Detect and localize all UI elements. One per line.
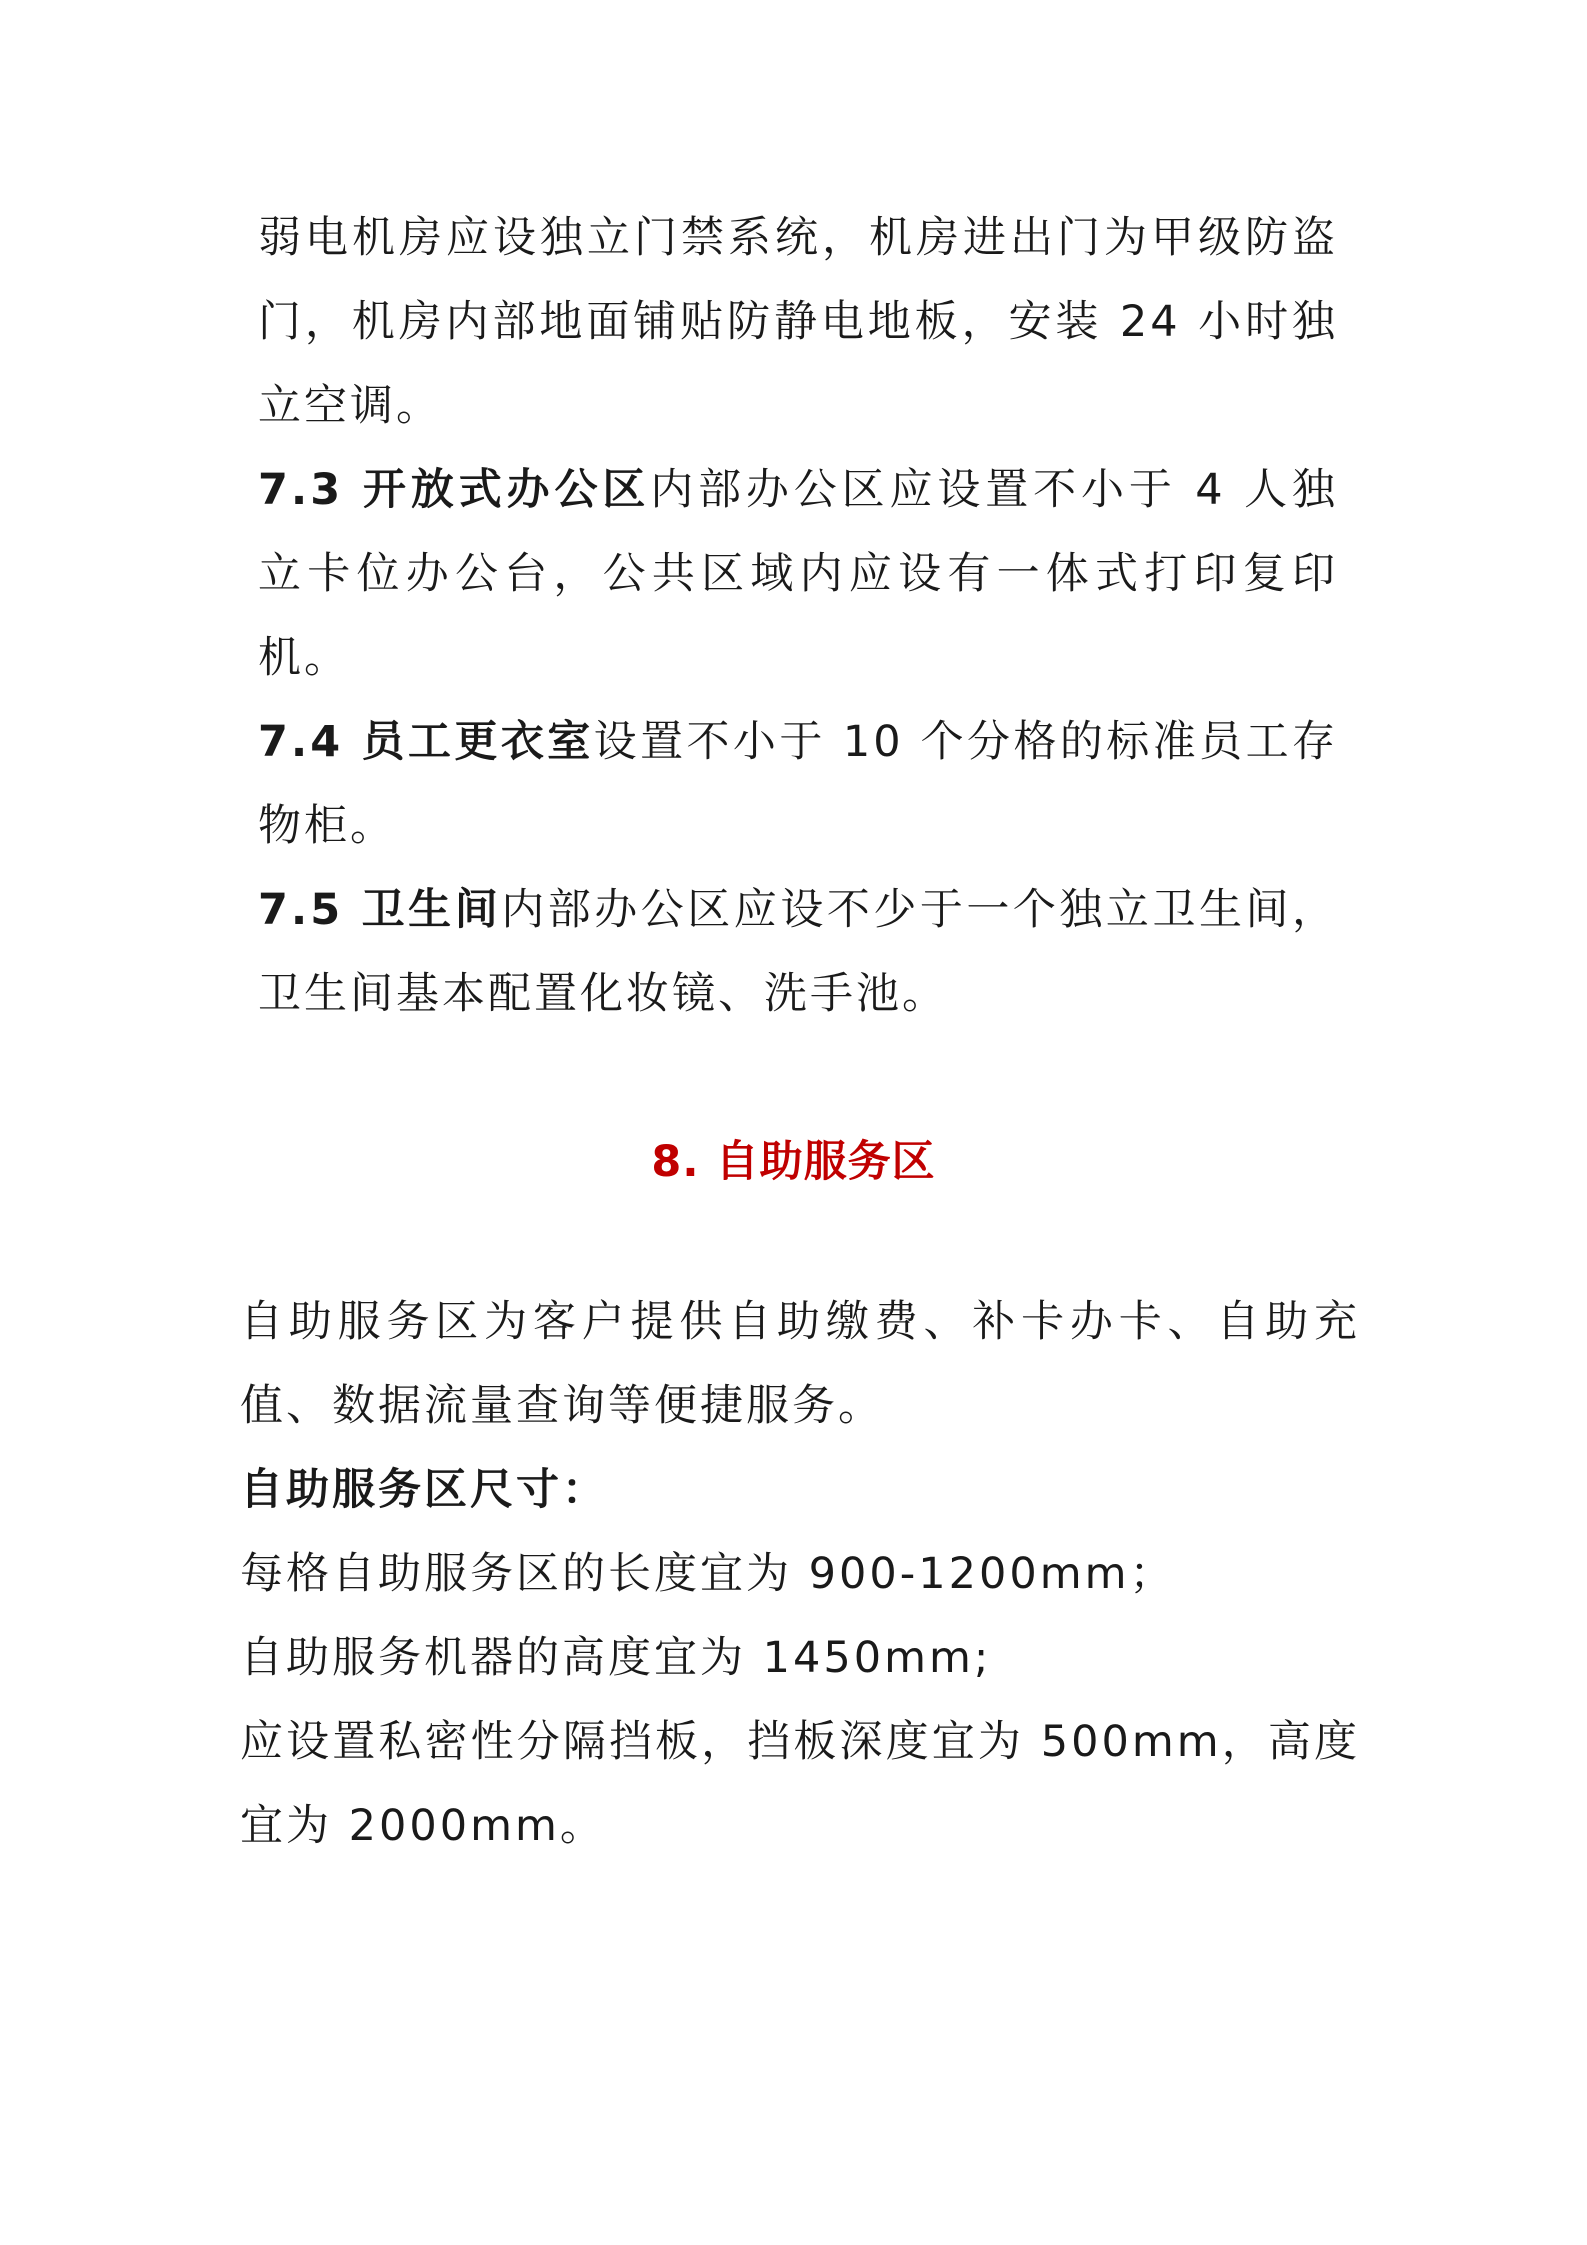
item-7-3-text: 内部办公区应设置不小于 4 人独立卡位办公台，公共区域内应设有一体式打印复印机。 xyxy=(258,465,1338,683)
section-7-body xyxy=(258,196,1338,1036)
item-7-5-paragraph xyxy=(258,868,1338,1036)
server-room-text: 弱电机房应设独立门禁系统，机房进出门为甲级防盗门，机房内部地面铺贴防静电地板，安装 24 小时独立空调。 xyxy=(258,213,1338,431)
item-7-5-text: 内部办公区应设不少于一个独立卫生间，卫生间基本配置化妆镜、洗手池。 xyxy=(258,885,1338,1019)
item-7-3-paragraph xyxy=(258,448,1338,700)
item-7-4-paragraph xyxy=(258,700,1338,868)
size-line-machine-height: 自助服务机器的高度宜为 1450mm; xyxy=(240,1633,992,1683)
self-service-size-heading: 自助服务区尺寸： xyxy=(240,1465,608,1515)
item-7-4-heading: 7.4 员工更衣室 xyxy=(258,717,594,767)
section-8-heading: 8. 自助服务区 xyxy=(651,1137,936,1187)
section-8-body xyxy=(240,1280,1360,1868)
size-line-length: 每格自助服务区的长度宜为 900-1200mm； xyxy=(240,1549,1176,1599)
size-line-partition: 应设置私密性分隔挡板，挡板深度宜为 500mm，高度宜为 2000mm。 xyxy=(240,1717,1360,1851)
item-7-5-heading: 7.5 卫生间 xyxy=(258,885,502,935)
self-service-intro-text: 自助服务区为客户提供自助缴费、补卡办卡、自助充值、数据流量查询等便捷服务。 xyxy=(240,1297,1360,1431)
item-7-4-text: 设置不小于 10 个分格的标准员工存物柜。 xyxy=(258,717,1338,851)
self-service-intro xyxy=(240,1280,1360,1448)
item-7-3-heading: 7.3 开放式办公区 xyxy=(258,465,651,515)
server-room-paragraph xyxy=(258,196,1338,448)
